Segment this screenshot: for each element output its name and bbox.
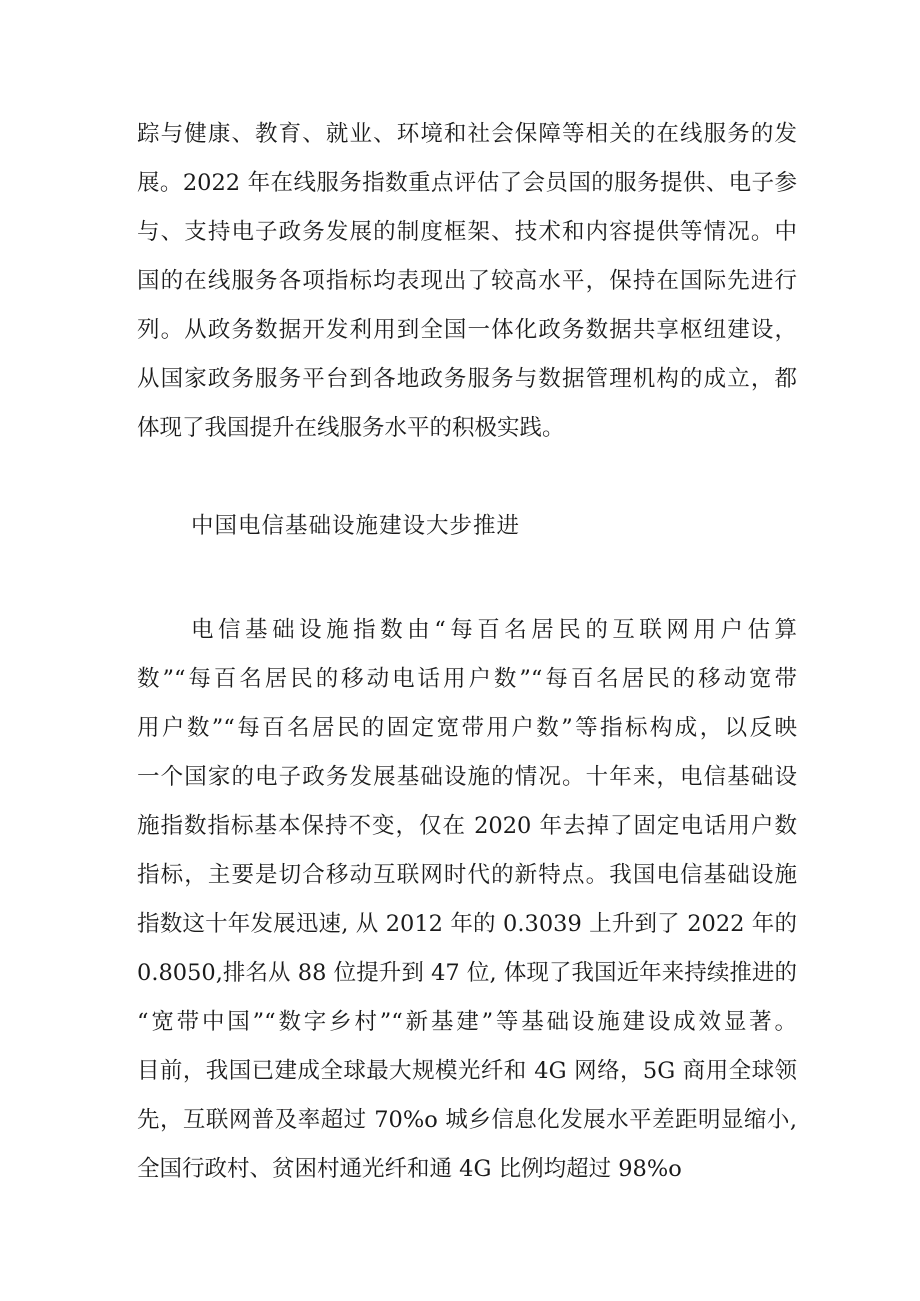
paragraph-line: 0.8050,排名从 88 位提升到 47 位, 体现了我国近年来持续推进的	[137, 960, 797, 986]
paragraph-line: 展。2022 年在线服务指数重点评估了会员国的服务提供、电子参	[137, 170, 797, 196]
paragraph-line: 电信基础设施指数由“每百名居民的互联网用户估算	[191, 617, 797, 643]
paragraph-line: 一个国家的电子政务发展基础设施的情况。十年来，电信基础设	[137, 764, 797, 790]
paragraph-line: 先，互联网普及率超过 70%o 城乡信息化发展水平差距明显缩小,	[137, 1107, 797, 1133]
paragraph-line: 体现了我国提升在线服务水平的积极实践。	[137, 415, 565, 441]
paragraph-line: 从国家政务服务平台到各地政务服务与数据管理机构的成立，都	[137, 366, 797, 392]
paragraph-line: 列。从政务数据开发利用到全国一体化政务数据共享枢纽建设，	[137, 317, 797, 343]
paragraph-line: 与、支持电子政务发展的制度框架、技术和内容提供等情况。中	[137, 219, 797, 245]
paragraph-line: 用户数”“每百名居民的固定宽带用户数”等指标构成，以反映	[137, 715, 797, 741]
paragraph-line: 数”“每百名居民的移动电话用户数”“每百名居民的移动宽带	[137, 666, 797, 692]
paragraph-line: 目前，我国已建成全球最大规模光纤和 4G 网络，5G 商用全球领	[137, 1058, 797, 1084]
paragraph-line: 国的在线服务各项指标均表现出了较高水平，保持在国际先进行	[137, 268, 797, 294]
paragraph-line: 施指数指标基本保持不变，仅在 2020 年去掉了固定电话用户数	[137, 813, 797, 839]
paragraph-line: 指标，主要是切合移动互联网时代的新特点。我国电信基础设施	[137, 862, 797, 888]
paragraph-line: 踪与健康、教育、就业、环境和社会保障等相关的在线服务的发	[137, 121, 797, 147]
paragraph-line: 指数这十年发展迅速, 从 2012 年的 0.3039 上升到了 2022 年的	[137, 911, 797, 937]
paragraph-line: “宽带中国”“数字乡村”“新基建”等基础设施建设成效显著。	[137, 1009, 797, 1035]
section-heading: 中国电信基础设施建设大步推进	[191, 513, 521, 539]
paragraph-line: 全国行政村、贫困村通光纤和通 4G 比例均超过 98%o	[137, 1156, 682, 1182]
